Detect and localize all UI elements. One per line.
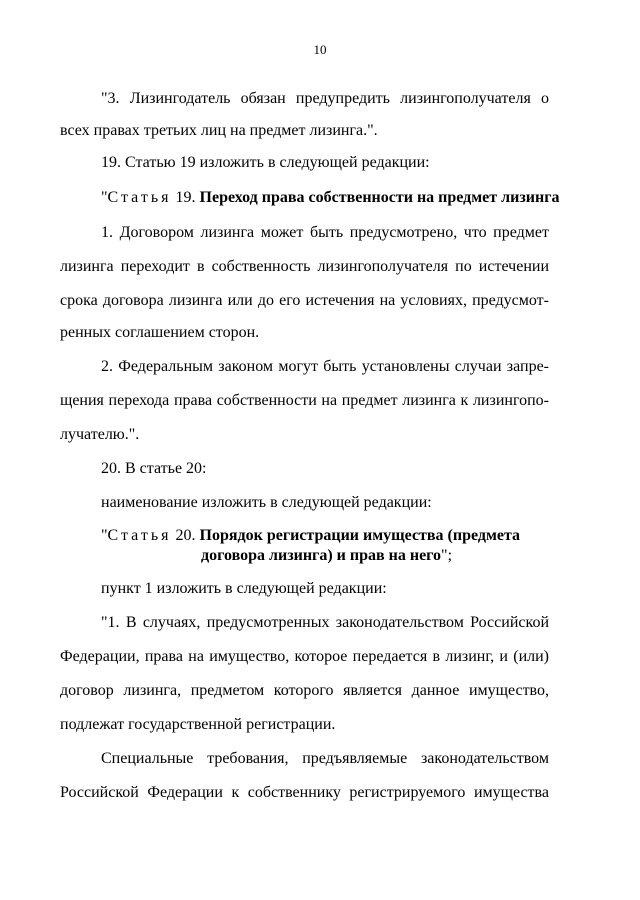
article-word: Статья bbox=[107, 189, 172, 206]
text-line: щения перехода права собственности на предмет лизинга к лизингопо- bbox=[60, 392, 549, 409]
quote-tail: "; bbox=[441, 547, 453, 564]
text-line: подлежат государственной регистрации. bbox=[60, 716, 336, 733]
text-line: Специальные требования, предъявляемые законодательством bbox=[101, 750, 549, 767]
quote-mark: " bbox=[101, 527, 108, 544]
text-line: "1. В случаях, предусмотренных законодательством Российской bbox=[101, 614, 549, 631]
page-number: 10 bbox=[313, 42, 327, 57]
article-title-line2: договора лизинга) и прав на него bbox=[201, 547, 442, 564]
quote-mark: " bbox=[101, 189, 108, 206]
article-title-line1: Порядок регистрации имущества (предмета bbox=[199, 527, 521, 544]
text-line: 20. В статье 20: bbox=[101, 460, 207, 477]
text-line: всех правах третьих лиц на предмет лизинга.". bbox=[60, 122, 378, 139]
article-number: 20. bbox=[171, 527, 200, 544]
text-line: 2. Федеральным законом могут быть установлены случаи запре- bbox=[101, 358, 549, 375]
text-line: договор лизинга, предметом которого является данное имущество, bbox=[60, 682, 549, 699]
text-line: Федерации, права на имущество, которое передается в лизинг, и (или) bbox=[60, 648, 549, 665]
text-line: 1. Договором лизинга может быть предусмотрено, что предмет bbox=[101, 224, 549, 241]
article-20-heading bbox=[101, 525, 549, 547]
article-19-heading bbox=[101, 187, 560, 209]
article-20-heading-cont bbox=[201, 545, 549, 567]
text-line: Российской Федерации к собственнику регистрируемого имущества bbox=[60, 784, 549, 801]
text-line: срока договора лизинга или до его истечения на условиях, предусмот- bbox=[60, 292, 549, 309]
text-line: лучателю.". bbox=[60, 426, 140, 443]
text-line: 19. Статью 19 изложить в следующей редакции: bbox=[101, 154, 430, 171]
article-title: Переход права собственности на предмет лизинга bbox=[199, 189, 560, 206]
article-number: 19. bbox=[171, 189, 200, 206]
text-line: наименование изложить в следующей редакции: bbox=[101, 494, 432, 511]
text-line: ренных соглашением сторон. bbox=[60, 324, 260, 341]
article-word: Статья bbox=[107, 527, 172, 544]
text-line: пункт 1 изложить в следующей редакции: bbox=[101, 580, 387, 597]
text-line: лизинга переходит в собственность лизингополучателя по истечении bbox=[60, 258, 549, 275]
text-line: "3. Лизингодатель обязан предупредить лизингополучателя о bbox=[101, 90, 549, 107]
